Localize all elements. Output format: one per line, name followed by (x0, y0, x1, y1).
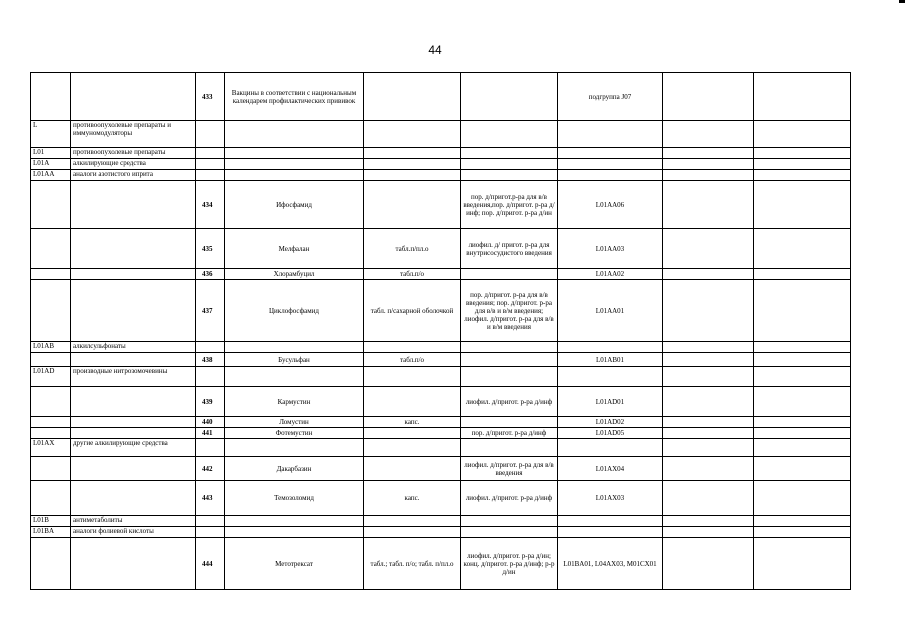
empty-cell (754, 181, 851, 229)
atc-code-cell: L01 (31, 148, 71, 159)
row-number-cell: 436 (196, 269, 225, 280)
table-row (31, 148, 851, 159)
dosage-form-cell (364, 367, 461, 387)
atc-code-cell (31, 353, 71, 367)
drug-name-cell: Мелфалан (225, 229, 364, 269)
table-row (31, 417, 851, 428)
group-name-cell (71, 428, 196, 439)
row-number-cell: 441 (196, 428, 225, 439)
drug-name-cell (225, 527, 364, 538)
injection-form-cell (461, 417, 558, 428)
atc-cell: L01AD01 (558, 387, 663, 417)
drug-name-cell: Фотемустин (225, 428, 364, 439)
empty-cell (663, 229, 754, 269)
injection-form-cell: лиофил. д/ пригот. р-ра для внутрисосудистого введения (461, 229, 558, 269)
row-number-cell (196, 439, 225, 457)
table-row (31, 280, 851, 342)
group-name-cell: аналоги фолиевой кислоты (71, 527, 196, 538)
row-number-cell: 439 (196, 387, 225, 417)
row-number-cell (196, 159, 225, 170)
dosage-form-cell (364, 181, 461, 229)
atc-cell: L01BA01, L04AX03, M01CX01 (558, 538, 663, 590)
row-number-cell (196, 342, 225, 353)
group-name-cell: аналоги азотистого иприта (71, 170, 196, 181)
empty-cell (754, 280, 851, 342)
empty-cell (754, 148, 851, 159)
atc-cell: подгруппа J07 (558, 73, 663, 121)
atc-cell (558, 148, 663, 159)
empty-cell (663, 121, 754, 148)
atc-cell (558, 342, 663, 353)
injection-form-cell (461, 367, 558, 387)
empty-cell (754, 527, 851, 538)
atc-cell (558, 121, 663, 148)
atc-code-cell (31, 457, 71, 481)
dosage-form-cell: табл.; табл. п/о; табл. п/пл.о (364, 538, 461, 590)
empty-cell (663, 342, 754, 353)
table-row (31, 269, 851, 280)
drug-name-cell (225, 121, 364, 148)
drug-name-cell (225, 170, 364, 181)
group-name-cell (71, 353, 196, 367)
empty-cell (663, 269, 754, 280)
row-number-cell: 433 (196, 73, 225, 121)
empty-cell (754, 439, 851, 457)
atc-code-cell (31, 428, 71, 439)
row-number-cell (196, 367, 225, 387)
group-name-cell (71, 387, 196, 417)
atc-code-cell: L01AA (31, 170, 71, 181)
corner-mark (899, 0, 905, 3)
empty-cell (754, 367, 851, 387)
table-row (31, 516, 851, 527)
injection-form-cell: лиофил. д/пригот. р-ра для в/в введения (461, 457, 558, 481)
empty-cell (663, 280, 754, 342)
drug-name-cell: Кармустин (225, 387, 364, 417)
empty-cell (663, 538, 754, 590)
atc-code-cell: L01AD (31, 367, 71, 387)
drug-name-cell (225, 148, 364, 159)
row-number-cell: 443 (196, 481, 225, 516)
dosage-form-cell (364, 516, 461, 527)
atc-cell: L01AB01 (558, 353, 663, 367)
atc-cell: L01AD05 (558, 428, 663, 439)
row-number-cell: 434 (196, 181, 225, 229)
atc-cell: L01AD02 (558, 417, 663, 428)
atc-code-cell (31, 417, 71, 428)
injection-form-cell (461, 73, 558, 121)
row-number-cell: 444 (196, 538, 225, 590)
injection-form-cell (461, 527, 558, 538)
empty-cell (754, 353, 851, 367)
injection-form-cell (461, 516, 558, 527)
atc-code-cell (31, 229, 71, 269)
drug-name-cell: Вакцины в соответствии с национальным календарем профилактических прививок (225, 73, 364, 121)
empty-cell (663, 367, 754, 387)
row-number-cell: 438 (196, 353, 225, 367)
atc-cell: L01AX03 (558, 481, 663, 516)
atc-code-cell (31, 481, 71, 516)
injection-form-cell: пор. д/пригот. р-ра д/инф (461, 428, 558, 439)
table-row (31, 367, 851, 387)
group-name-cell: другие алкилирующие средства (71, 439, 196, 457)
injection-form-cell (461, 170, 558, 181)
empty-cell (754, 538, 851, 590)
dosage-form-cell (364, 387, 461, 417)
injection-form-cell: лиофил. д/пригот. р-ра д/инф (461, 481, 558, 516)
atc-code-cell (31, 181, 71, 229)
atc-code-cell: L01BA (31, 527, 71, 538)
drug-table (30, 72, 851, 590)
drug-name-cell (225, 439, 364, 457)
atc-code-cell: L01AX (31, 439, 71, 457)
atc-code-cell (31, 280, 71, 342)
drug-name-cell: Метотрексат (225, 538, 364, 590)
page-number: 44 (428, 43, 442, 57)
atc-cell: L01AA06 (558, 181, 663, 229)
atc-code-cell (31, 387, 71, 417)
group-name-cell (71, 417, 196, 428)
empty-cell (754, 387, 851, 417)
atc-cell (558, 439, 663, 457)
table-row (31, 73, 851, 121)
empty-cell (754, 457, 851, 481)
empty-cell (663, 181, 754, 229)
injection-form-cell (461, 159, 558, 170)
empty-cell (754, 73, 851, 121)
group-name-cell: антиметаболиты (71, 516, 196, 527)
atc-cell: L01AA03 (558, 229, 663, 269)
atc-cell (558, 367, 663, 387)
drug-name-cell: Дакарбазин (225, 457, 364, 481)
atc-code-cell: L01A (31, 159, 71, 170)
table-row (31, 159, 851, 170)
drug-name-cell: Темозоломид (225, 481, 364, 516)
empty-cell (754, 516, 851, 527)
dosage-form-cell: табл. п/сахарной оболочкой (364, 280, 461, 342)
drug-name-cell: Циклофосфамид (225, 280, 364, 342)
atc-code-cell: L (31, 121, 71, 148)
group-name-cell (71, 269, 196, 280)
group-name-cell (71, 181, 196, 229)
empty-cell (663, 527, 754, 538)
empty-cell (663, 417, 754, 428)
atc-cell (558, 527, 663, 538)
dosage-form-cell: капс. (364, 481, 461, 516)
drug-name-cell (225, 159, 364, 170)
empty-cell (663, 439, 754, 457)
drug-name-cell (225, 342, 364, 353)
atc-cell (558, 170, 663, 181)
empty-cell (663, 387, 754, 417)
injection-form-cell: пор. д/пригот. р-ра для в/в введения; пор. д/пригот. р-ра для в/в и в/м введения; лиофил. д/пригот. р-ра для в/в и в/м введения (461, 280, 558, 342)
drug-name-cell: Ифосфамид (225, 181, 364, 229)
atc-code-cell (31, 73, 71, 121)
injection-form-cell (461, 148, 558, 159)
empty-cell (754, 428, 851, 439)
drug-name-cell: Ломустин (225, 417, 364, 428)
atc-cell: L01AX04 (558, 457, 663, 481)
dosage-form-cell (364, 342, 461, 353)
drug-name-cell (225, 516, 364, 527)
empty-cell (754, 481, 851, 516)
table-row (31, 387, 851, 417)
table-row (31, 342, 851, 353)
injection-form-cell: пор. д/пригот.р-ра для в/в введения,пор. д/пригот. р-ра д/инф; пор. д/пригот. р-ра д/ин (461, 181, 558, 229)
injection-form-cell (461, 439, 558, 457)
table-row (31, 538, 851, 590)
row-number-cell: 440 (196, 417, 225, 428)
table-row (31, 181, 851, 229)
empty-cell (663, 159, 754, 170)
group-name-cell (71, 457, 196, 481)
row-number-cell: 435 (196, 229, 225, 269)
empty-cell (663, 170, 754, 181)
row-number-cell: 442 (196, 457, 225, 481)
empty-cell (754, 229, 851, 269)
table-row (31, 428, 851, 439)
table-row (31, 170, 851, 181)
group-name-cell (71, 538, 196, 590)
group-name-cell: противоопухолевые препараты и иммуномодуляторы (71, 121, 196, 148)
empty-cell (663, 516, 754, 527)
atc-code-cell: L01AB (31, 342, 71, 353)
table-row (31, 439, 851, 457)
atc-cell: L01AA02 (558, 269, 663, 280)
injection-form-cell (461, 269, 558, 280)
table-row (31, 527, 851, 538)
row-number-cell: 437 (196, 280, 225, 342)
dosage-form-cell: капс. (364, 417, 461, 428)
dosage-form-cell (364, 73, 461, 121)
group-name-cell: противоопухолевые препараты (71, 148, 196, 159)
injection-form-cell (461, 121, 558, 148)
dosage-form-cell (364, 439, 461, 457)
empty-cell (754, 417, 851, 428)
row-number-cell (196, 170, 225, 181)
drug-name-cell (225, 367, 364, 387)
dosage-form-cell (364, 121, 461, 148)
row-number-cell (196, 516, 225, 527)
dosage-form-cell: табл.п/о (364, 353, 461, 367)
atc-cell (558, 159, 663, 170)
dosage-form-cell: табл.п/пл.о (364, 229, 461, 269)
group-name-cell: алкилирующие средства (71, 159, 196, 170)
drug-name-cell: Бусульфан (225, 353, 364, 367)
empty-cell (754, 269, 851, 280)
dosage-form-cell (364, 457, 461, 481)
atc-code-cell (31, 269, 71, 280)
empty-cell (663, 457, 754, 481)
dosage-form-cell (364, 148, 461, 159)
dosage-form-cell (364, 428, 461, 439)
table-row (31, 353, 851, 367)
dosage-form-cell (364, 527, 461, 538)
injection-form-cell (461, 342, 558, 353)
table-row (31, 229, 851, 269)
row-number-cell (196, 121, 225, 148)
empty-cell (663, 73, 754, 121)
empty-cell (663, 481, 754, 516)
table-row (31, 457, 851, 481)
group-name-cell: алкилсульфонаты (71, 342, 196, 353)
injection-form-cell: лиофил. д/пригот. р-ра д/ин; конц. д/пригот. р-ра д/инф; р-р д/ин (461, 538, 558, 590)
empty-cell (754, 170, 851, 181)
group-name-cell: производные нитрозомочевины (71, 367, 196, 387)
group-name-cell (71, 73, 196, 121)
row-number-cell (196, 148, 225, 159)
empty-cell (754, 121, 851, 148)
empty-cell (754, 342, 851, 353)
table-row (31, 481, 851, 516)
empty-cell (754, 159, 851, 170)
atc-cell: L01AA01 (558, 280, 663, 342)
empty-cell (663, 148, 754, 159)
dosage-form-cell: табл.п/о (364, 269, 461, 280)
drug-name-cell: Хлорамбуцил (225, 269, 364, 280)
group-name-cell (71, 280, 196, 342)
atc-cell (558, 516, 663, 527)
group-name-cell (71, 229, 196, 269)
empty-cell (663, 428, 754, 439)
empty-cell (663, 353, 754, 367)
group-name-cell (71, 481, 196, 516)
row-number-cell (196, 527, 225, 538)
dosage-form-cell (364, 170, 461, 181)
dosage-form-cell (364, 159, 461, 170)
injection-form-cell (461, 353, 558, 367)
injection-form-cell: лиофил. д/пригот. р-ра д/инф (461, 387, 558, 417)
table-row (31, 121, 851, 148)
atc-code-cell (31, 538, 71, 590)
atc-code-cell: L01B (31, 516, 71, 527)
